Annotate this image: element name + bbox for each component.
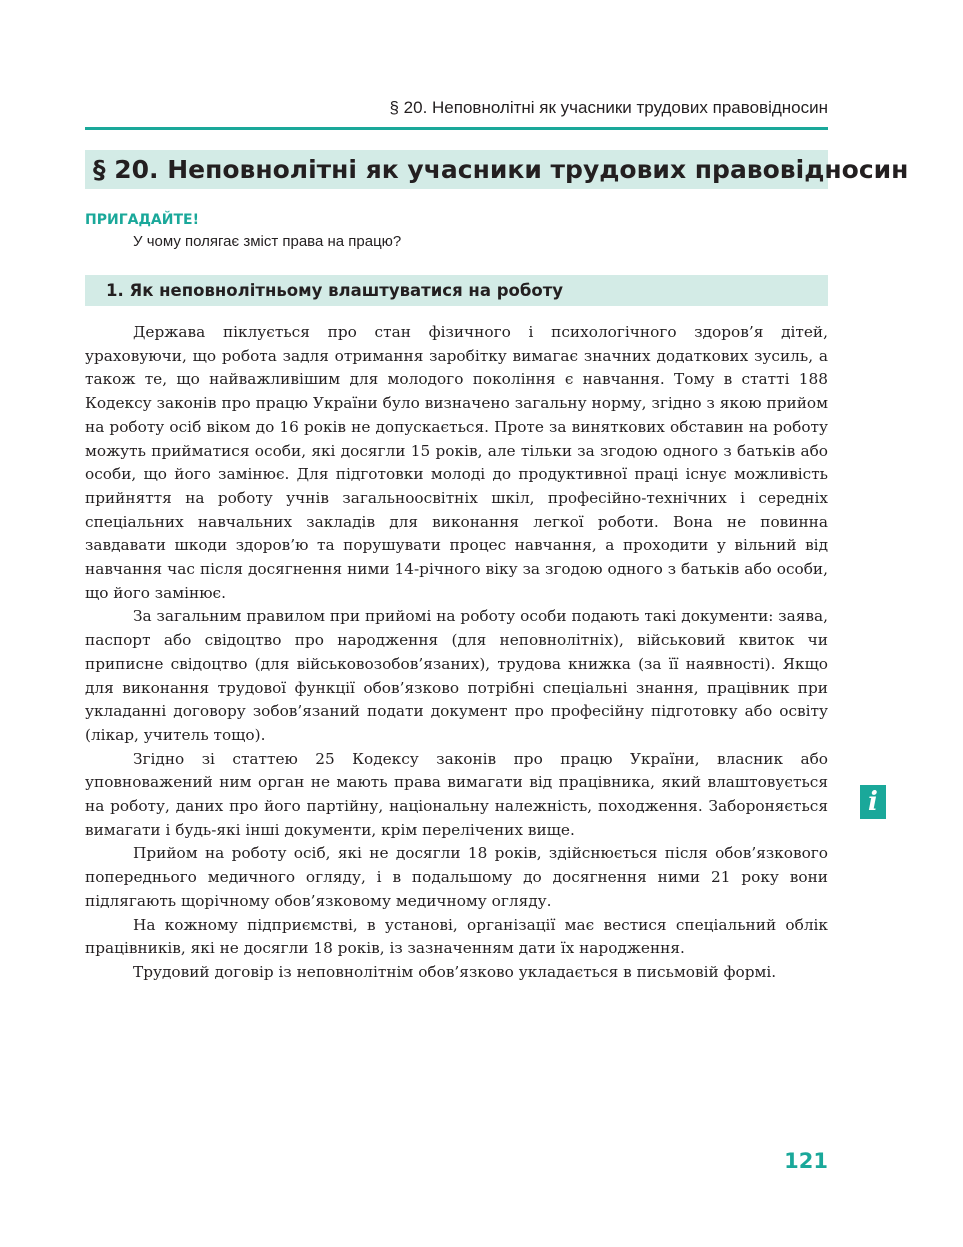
- running-head: § 20. Неповнолітні як учасники трудових правовідносин: [389, 98, 828, 117]
- paragraph: Держава піклується про стан фізичного і психологічного здоров’я дітей, ураховуючи, що робота задля отримання заробітку вимагає значних додаткових зусиль, а також те, що найважливішим для молодого покоління є навчання. Тому в статті 188 Кодексу законів про працю України було визначено загальну норму, згідно з якою прийом на роботу осіб віком до 16 років не допускається. Проте за винятковиx обставин на роботу можуть прийматися особи, які досягли 15 років, але тільки за згодою одного з батьків або особи, що його замінює. Для підготовки молоді до продуктивної праці існує можливість прийняття на роботу учнів загальноосвітніх шкіл, професійно-технічних і середніх спеціальних навчальних закладів для виконання легкої роботи. Вона не повинна завдавати шкоди здоров’ю та порушувати процес навчання, а проходити у вільний від навчання час після досягнення ними 14-річного віку за згодою одного з батьків або особи, що його замінює.: [85, 323, 828, 602]
- header-rule: [85, 127, 828, 130]
- chapter-title: § 20. Неповнолітні як учасники трудових правовідносин: [85, 150, 828, 189]
- paragraph: Згідно зі статтею 25 Кодексу законів про працю України, власник або уповноважений ним орган не мають права вимагати від працівника, який влаштовується на роботу, даних про його партійну, національну належність, походження. Забороняється вимагати і будь-які інші документи, крім перелічених вище.: [85, 749, 828, 839]
- body-text: [85, 321, 828, 985]
- page-number: 121: [784, 1149, 828, 1173]
- paragraph: Трудовий договір із неповнолітнім обов’язково укладається в письмовій формі.: [133, 962, 777, 981]
- remember-question: У чому полягає зміст права на працю?: [133, 233, 402, 250]
- paragraph: За загальним правилом при прийомі на роботу особи подають такі документи: заява, паспорт або свідоцтво про народження (для неповнолітніх), військовий квиток чи приписне свідоцтво (для військовозобов’язаних), трудова книжка (за її наявності). Якщо для виконання трудової функції обов’язково потрібні спеціальні знання, працівник при укладанні договору зобов’язаний подати документ про професійну підготовку або освіту (лікар, учитель тощо).: [85, 607, 828, 744]
- info-icon: i: [860, 785, 886, 819]
- paragraph: Прийом на роботу осіб, які не досягли 18 років, здійснюється після обов’язкового попереднього медичного огляду, і в подальшому до досягнення ними 21 року вони підлягають щорічному обов’язковому медичному огляду.: [85, 844, 828, 910]
- section-heading: 1. Як неповнолітньому влаштуватися на роботу: [85, 275, 828, 306]
- paragraph: На кожному підприємстві, в установі, організації має вестися спеціальний облік працівників, які не досягли 18 років, із зазначенням дати їх народження.: [85, 915, 828, 958]
- remember-label: ПРИГАДАЙТЕ!: [85, 212, 199, 228]
